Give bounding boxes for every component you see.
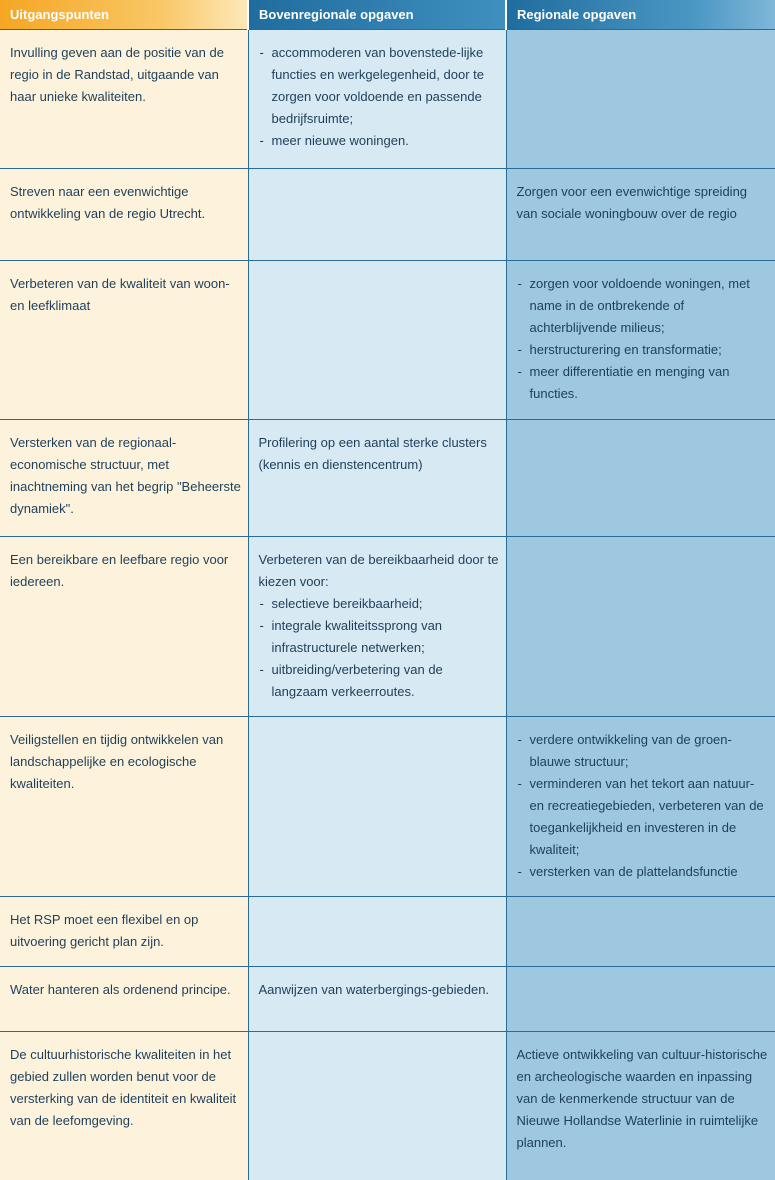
- table-row: [0, 420, 775, 537]
- principle-cell: Water hanteren als ordenend principe.: [0, 967, 248, 1032]
- supra-regional-cell: [248, 1032, 506, 1180]
- regional-list: [517, 273, 770, 405]
- principle-cell: Streven naar een evenwichtige ontwikkeling van de regio Utrecht.: [0, 169, 248, 261]
- list-item: - verdere ontwikkeling van de groen-blauwe structuur;: [517, 729, 770, 773]
- table-row: [0, 169, 775, 261]
- header-row: [0, 0, 775, 30]
- list-item: - integrale kwaliteitssprong van infrastructurele netwerken;: [259, 615, 500, 659]
- principle-cell: Veiligstellen en tijdig ontwikkelen van landschappelijke en ecologische kwaliteiten.: [0, 717, 248, 897]
- regional-cell: [506, 537, 775, 717]
- supra-regional-cell: [248, 169, 506, 261]
- regional-list: [517, 729, 770, 883]
- list-item: - verminderen van het tekort aan natuur- en recreatiegebieden, verbeteren van de toegankelijkheid en investeren in de kwaliteit;: [517, 773, 770, 861]
- supra-regional-cell: Profilering op een aantal sterke clusters (kennis en dienstencentrum): [248, 420, 506, 537]
- regional-cell: [506, 261, 775, 420]
- list-item: - selectieve bereikbaarheid;: [259, 593, 500, 615]
- table-row: [0, 537, 775, 717]
- principle-cell: Invulling geven aan de positie van de regio in de Randstad, uitgaande van haar unieke kwaliteiten.: [0, 30, 248, 169]
- list-item: - uitbreiding/verbetering van de langzaam verkeerroutes.: [259, 659, 500, 703]
- table-row: [0, 261, 775, 420]
- list-item: - herstructurering en transformatie;: [517, 339, 770, 361]
- regional-cell: [506, 717, 775, 897]
- regional-cell: [506, 30, 775, 169]
- supra-regional-list: [259, 593, 500, 703]
- table-row: [0, 30, 775, 169]
- table-row: [0, 967, 775, 1032]
- table-row: [0, 717, 775, 897]
- supra-regional-cell: Aanwijzen van waterbergings-gebieden.: [248, 967, 506, 1032]
- table-row: [0, 1032, 775, 1180]
- list-item: - meer differentiatie en menging van functies.: [517, 361, 770, 405]
- principle-cell: De cultuurhistorische kwaliteiten in het gebied zullen worden benut voor de versterking van de identiteit en kwaliteit van de leefomgeving.: [0, 1032, 248, 1180]
- principle-cell: Verbeteren van de kwaliteit van woon- en leefklimaat: [0, 261, 248, 420]
- header-bovenregionale-opgaven: Bovenregionale opgaven: [248, 0, 506, 30]
- list-item: - accommoderen van bovenstede-lijke functies en werkgelegenheid, door te zorgen voor voldoende en passende bedrijfsruimte;: [259, 42, 500, 130]
- principle-cell: Het RSP moet een flexibel en op uitvoering gericht plan zijn.: [0, 897, 248, 967]
- supra-regional-cell: [248, 261, 506, 420]
- principle-cell: Een bereikbare en leefbare regio voor iedereen.: [0, 537, 248, 717]
- supra-regional-cell: [248, 897, 506, 967]
- list-item: - meer nieuwe woningen.: [259, 130, 500, 152]
- principle-cell: Versterken van de regionaal-economische structuur, met inachtneming van het begrip "Beheerste dynamiek".: [0, 420, 248, 537]
- table-row: [0, 897, 775, 967]
- supra-regional-cell: [248, 30, 506, 169]
- regional-cell: Actieve ontwikkeling van cultuur-historische en archeologische waarden en inpassing van de kenmerkende structuur van de Nieuwe Hollandse Waterlinie in ruimtelijke plannen.: [506, 1032, 775, 1180]
- regional-cell: [506, 897, 775, 967]
- supra-regional-cell: [248, 717, 506, 897]
- regional-cell: [506, 967, 775, 1032]
- supra-regional-cell: [248, 537, 506, 717]
- supra-regional-intro: Verbeteren van de bereikbaarheid door te kiezen voor:: [258, 552, 499, 589]
- regional-cell: Zorgen voor een evenwichtige spreiding van sociale woningbouw over de regio: [506, 169, 775, 261]
- header-regionale-opgaven: Regionale opgaven: [506, 0, 775, 30]
- regional-cell: [506, 420, 775, 537]
- header-uitgangspunten: Uitgangspunten: [0, 0, 248, 30]
- list-item: - versterken van de plattelandsfunctie: [517, 861, 770, 883]
- supra-regional-list: [259, 42, 500, 152]
- list-item: - zorgen voor voldoende woningen, met name in de ontbrekende of achterblijvende milieus;: [517, 273, 770, 339]
